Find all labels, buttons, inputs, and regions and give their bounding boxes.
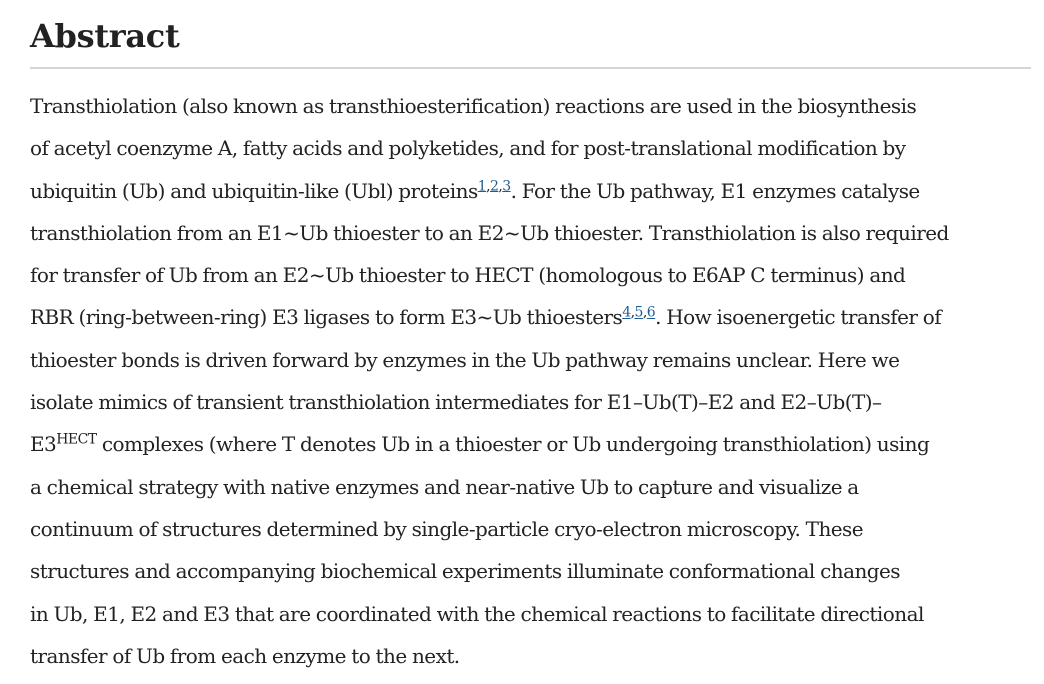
abstract-body: [30, 69, 1031, 677]
abstract-line: isolate mimics of transient transthiolation intermediates for E1–Ub(T)–E2 and E2–Ub(T)–: [30, 390, 882, 415]
abstract-line: in Ub, E1, E2 and E3 that are coordinated with the chemical reactions to facilitate directional: [30, 601, 924, 626]
abstract-line: transthiolation from an E1~Ub thioester to an E2~Ub thioester. Transthiolation is also required: [30, 220, 949, 245]
abstract-line: Transthiolation (also known as transthioesterification) reactions are used in the biosynthesis: [30, 94, 917, 118]
abstract-line: continuum of structures determined by single-particle cryo-electron microscopy. These: [30, 516, 864, 541]
abstract-line: ubiquitin (Ub) and ubiquitin-like (Ubl) proteins$^{1,2,3}$. For the Ub pathway, E1 enzymes catalyse: [30, 177, 920, 203]
citation-link[interactable]: 3: [502, 177, 511, 194]
abstract-line: of acetyl coenzyme A, fatty acids and polyketides, and for post-translational modification by: [30, 136, 906, 161]
abstract-heading: Abstract: [30, 14, 1031, 69]
citation-group: 1,2,3: [477, 177, 511, 194]
abstract-line: thioester bonds is driven forward by enzymes in the Ub pathway remains unclear. Here we: [30, 347, 900, 372]
abstract-line: for transfer of Ub from an E2~Ub thioester to HECT (homologous to E6AP C terminus) and: [30, 263, 906, 288]
citation-link[interactable]: 6: [646, 304, 656, 321]
citation-link[interactable]: 1: [477, 177, 487, 194]
abstract-line: a chemical strategy with native enzymes and near-native Ub to capture and visualize a: [30, 474, 859, 499]
citation-link[interactable]: 5: [634, 304, 643, 321]
abstract-section: [30, 14, 1031, 677]
citation-group: 4,5,6: [622, 304, 656, 321]
hect-superscript: HECT: [56, 431, 97, 448]
abstract-line: structures and accompanying biochemical experiments illuminate conformational changes: [30, 559, 901, 584]
citation-link[interactable]: 2: [489, 177, 499, 194]
abstract-line: $E3^{HECT}$ complexes (where T denotes Ub in a thioester or Ub undergoing transthiolation) using: [30, 431, 930, 457]
abstract-line: RBR (ring-between-ring) E3 ligases to form E3~Ub thioesters$^{4,5,6}$. How isoenergetic transfer of: [30, 304, 942, 330]
citation-link[interactable]: 4: [622, 304, 631, 321]
abstract-line: transfer of Ub from each enzyme to the next.: [30, 643, 460, 668]
